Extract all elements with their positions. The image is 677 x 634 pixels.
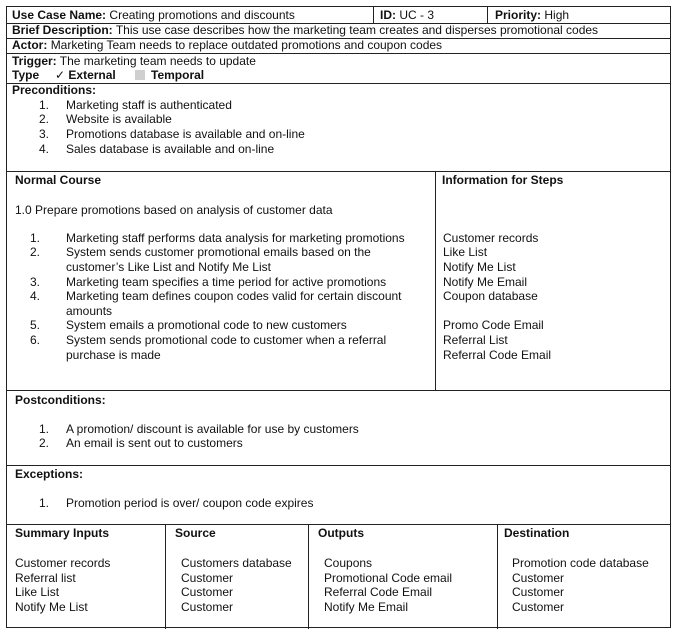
output-item: Referral Code Email xyxy=(324,585,433,599)
summary-input-item: Like List xyxy=(15,585,60,599)
id-value: UC - 3 xyxy=(399,8,435,22)
info-item: Referral List xyxy=(443,333,508,347)
step-text: purchase is made xyxy=(66,348,161,362)
type-external xyxy=(55,68,116,82)
actor xyxy=(12,38,442,52)
normal-course-section: 1.0 Prepare promotions based on analysis of customer data xyxy=(15,203,333,217)
divider xyxy=(435,171,436,390)
exceptions-label: Exceptions: xyxy=(15,467,84,481)
list-item: Website is available xyxy=(66,112,172,126)
brief-label: Brief Description: xyxy=(12,23,113,37)
use-case-name-row xyxy=(12,8,295,22)
list-number: 4. xyxy=(38,142,49,156)
source-item: Customer xyxy=(181,571,234,585)
step-number: 6. xyxy=(29,333,40,347)
list-number: 3. xyxy=(38,127,49,141)
list-number: 1. xyxy=(38,98,49,112)
step-text: System sends promotional code to customer when a referral xyxy=(66,333,387,347)
step-number: 4. xyxy=(29,289,40,303)
step-number: 2. xyxy=(29,245,40,259)
list-number: 2. xyxy=(38,112,49,126)
step-text: System emails a promotional code to new customers xyxy=(66,318,347,332)
destination-item: Customer xyxy=(512,600,565,614)
divider xyxy=(373,7,374,23)
brief-description xyxy=(12,23,598,37)
outputs-header: Outputs xyxy=(318,526,364,540)
step-text: System sends customer promotional emails based on the xyxy=(66,245,371,259)
divider xyxy=(308,524,309,629)
actor-label: Actor: xyxy=(12,38,48,52)
step-text: Marketing team specifies a time period for active promotions xyxy=(66,275,387,289)
priority-row xyxy=(495,8,569,22)
list-item: A promotion/ discount is available for use by customers xyxy=(66,422,359,436)
info-item: Notify Me List xyxy=(443,260,516,274)
id-row xyxy=(380,8,434,22)
divider xyxy=(7,524,670,525)
use-case-name: Creating promotions and discounts xyxy=(109,8,295,22)
info-item: Referral Code Email xyxy=(443,348,552,362)
type-temporal-label: Temporal xyxy=(151,68,205,82)
source-item: Customers database xyxy=(181,556,292,570)
type-row xyxy=(12,68,39,82)
source-item: Customer xyxy=(181,585,234,599)
divider xyxy=(7,465,670,466)
step-number: 5. xyxy=(29,318,40,332)
source-header: Source xyxy=(175,526,216,540)
brief-text: This use case describes how the marketing team creates and disperses promotional codes xyxy=(115,23,599,37)
list-number: 1. xyxy=(38,422,49,436)
divider xyxy=(7,390,670,391)
summary-input-item: Referral list xyxy=(15,571,76,585)
list-number: 1. xyxy=(38,496,49,510)
divider xyxy=(497,524,498,629)
normal-course-label: Normal Course xyxy=(15,173,102,187)
priority-label: Priority: xyxy=(495,8,542,22)
use-case-document xyxy=(6,6,671,628)
trigger-text: The marketing team needs to update xyxy=(59,54,256,68)
step-text: amounts xyxy=(66,304,113,318)
destination-header: Destination xyxy=(504,526,570,540)
output-item: Coupons xyxy=(324,556,373,570)
trigger-label: Trigger: xyxy=(12,54,57,68)
use-case-name-label: Use Case Name: xyxy=(12,8,107,22)
info-steps-label: Information for Steps xyxy=(442,173,564,187)
divider xyxy=(487,7,488,23)
actor-text: Marketing Team needs to replace outdated promotions and coupon codes xyxy=(50,38,443,52)
destination-item: Customer xyxy=(512,571,565,585)
trigger xyxy=(12,54,256,68)
divider xyxy=(7,171,670,172)
summary-input-item: Notify Me List xyxy=(15,600,88,614)
check-mark-icon: ✓ xyxy=(55,68,66,82)
list-item: Marketing staff is authenticated xyxy=(66,98,232,112)
info-item: Like List xyxy=(443,245,488,259)
list-item: Promotion period is over/ coupon code expires xyxy=(66,496,314,510)
info-item: Customer records xyxy=(443,231,539,245)
postconditions-label: Postconditions: xyxy=(15,393,106,407)
output-item: Promotional Code email xyxy=(324,571,453,585)
summary-input-item: Customer records xyxy=(15,556,111,570)
destination-item: Promotion code database xyxy=(512,556,649,570)
summary-inputs-header: Summary Inputs xyxy=(15,526,110,540)
step-text: Marketing team defines coupon codes valid for certain discount xyxy=(66,289,402,303)
info-item: Notify Me Email xyxy=(443,275,528,289)
info-item: Coupon database xyxy=(443,289,538,303)
type-temporal xyxy=(135,68,204,82)
output-item: Notify Me Email xyxy=(324,600,409,614)
preconditions-label: Preconditions: xyxy=(12,83,97,97)
step-text: customer’s Like List and Notify Me List xyxy=(66,260,271,274)
priority-value: High xyxy=(544,8,570,22)
type-label: Type xyxy=(12,68,40,82)
list-item: Sales database is available and on-line xyxy=(66,142,275,156)
list-item: Promotions database is available and on-line xyxy=(66,127,305,141)
source-item: Customer xyxy=(181,600,234,614)
step-number: 1. xyxy=(29,231,40,245)
step-number: 3. xyxy=(29,275,40,289)
list-number: 2. xyxy=(38,436,49,450)
type-external-label: External xyxy=(68,68,116,82)
info-item: Promo Code Email xyxy=(443,318,544,332)
divider xyxy=(7,83,670,84)
step-text: Marketing staff performs data analysis for marketing promotions xyxy=(66,231,405,245)
list-item: An email is sent out to customers xyxy=(66,436,243,450)
divider xyxy=(165,524,166,629)
destination-item: Customer xyxy=(512,585,565,599)
id-label: ID: xyxy=(380,8,396,22)
checkbox-icon xyxy=(135,70,145,80)
